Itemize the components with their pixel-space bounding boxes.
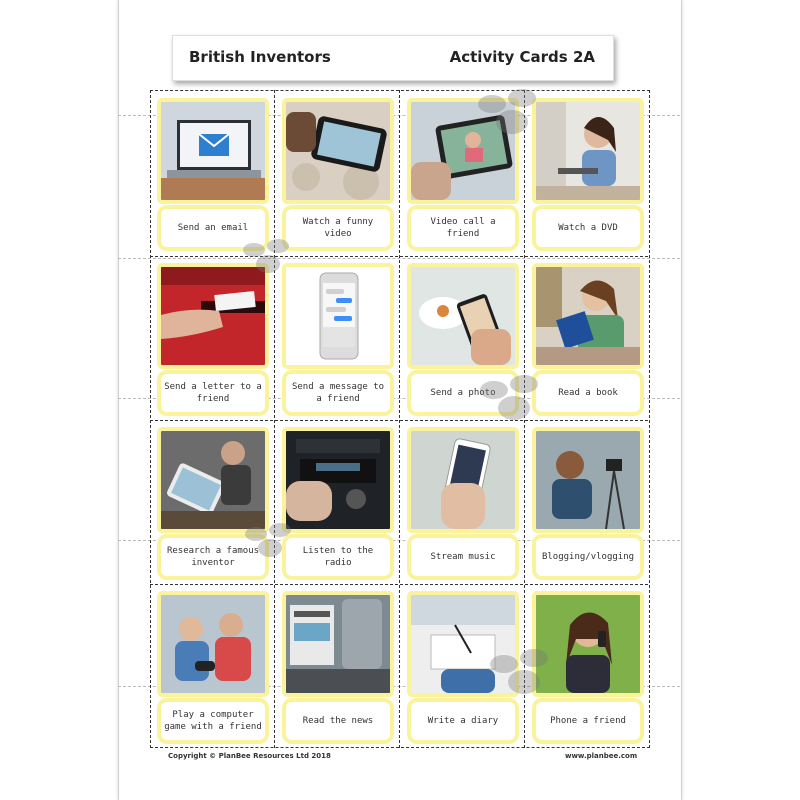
phone-music-photo (407, 427, 519, 533)
cut-line (399, 90, 400, 748)
activity-card (152, 93, 272, 253)
card-label: Watch a DVD (558, 223, 618, 233)
boys-gaming-photo (157, 591, 269, 697)
card-label: Watch a funny video (302, 217, 374, 239)
card-label-box (157, 698, 269, 744)
activity-card (527, 422, 647, 582)
card-label-box (407, 534, 519, 580)
newspaper-photo (282, 591, 394, 697)
card-label: Stream music (430, 552, 496, 562)
activity-card (277, 586, 397, 746)
card-label: Send a letter to a friend (164, 382, 262, 404)
copyright-text: Copyright © PlanBee Resources Ltd 2018 (168, 752, 331, 760)
tablet-research-photo (157, 427, 269, 533)
card-label-box (157, 370, 269, 416)
page-subtitle: Activity Cards 2A (449, 48, 595, 66)
title-banner (172, 35, 614, 81)
activity-card (277, 93, 397, 253)
page-title: British Inventors (189, 48, 331, 66)
cut-line (274, 90, 275, 748)
activity-card (152, 586, 272, 746)
card-label-box (282, 370, 394, 416)
bee-watermark-icon (472, 84, 552, 144)
bee-watermark-icon (240, 520, 300, 564)
card-label-box (407, 205, 519, 251)
card-label: Read a book (558, 388, 618, 398)
website-text: www.planbee.com (565, 752, 638, 760)
card-label-box (532, 205, 644, 251)
card-label: Video call a friend (430, 217, 496, 239)
card-label: Blogging/vlogging (541, 552, 635, 562)
cut-line (150, 256, 648, 257)
card-label: Send a message to a friend (291, 382, 385, 404)
card-label: Phone a friend (550, 716, 626, 726)
card-label: Listen to the radio (302, 546, 374, 568)
car-radio-photo (282, 427, 394, 533)
card-label: Play a computer game with a friend (164, 710, 262, 732)
card-label-box (407, 698, 519, 744)
activity-card (277, 258, 397, 418)
vlogger-camera-photo (532, 427, 644, 533)
card-label: Send a photo (430, 388, 496, 398)
bee-watermark-icon (238, 236, 298, 280)
bee-watermark-icon (474, 370, 554, 430)
bee-watermark-icon (484, 644, 564, 704)
card-label-box (282, 205, 394, 251)
cut-line (150, 584, 648, 585)
phone-camera-food-photo (407, 263, 519, 369)
activity-card (402, 422, 522, 582)
card-label: Write a diary (427, 716, 499, 726)
card-label: Send an email (177, 223, 249, 233)
card-label: Research a famous inventor (166, 546, 260, 568)
card-label-box (532, 698, 644, 744)
activity-card (152, 258, 272, 418)
card-label-box (532, 534, 644, 580)
cut-line (150, 420, 648, 421)
card-label-box (282, 698, 394, 744)
girl-reading-photo (532, 263, 644, 369)
card-label: Read the news (302, 716, 374, 726)
smartphone-messages-photo (282, 263, 394, 369)
laptop-email-photo (157, 98, 269, 204)
phone-video-photo (282, 98, 394, 204)
